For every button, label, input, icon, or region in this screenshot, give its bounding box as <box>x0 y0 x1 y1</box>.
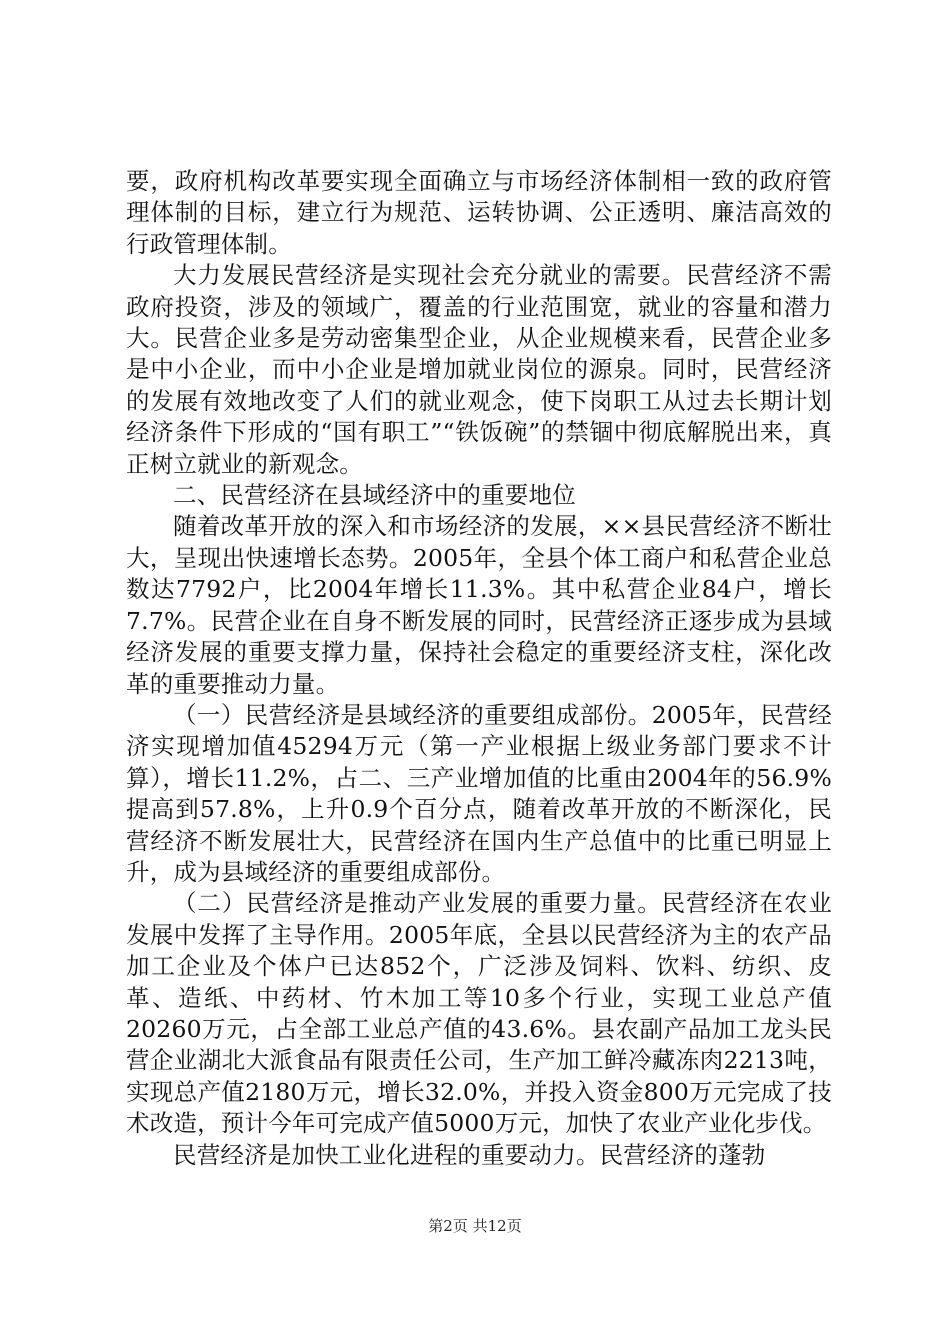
paragraph-employment: 大力发展民营经济是实现社会充分就业的需要。民营经济不需政府投资，涉及的领域广，覆盖的行业范围宽，就业的容量和潜力大。民营企业多是劳动密集型企业，从企业规模来看，民营企业多是中小企业，而中小企业是增加就业岗位的源泉。同时，民营经济的发展有效地改变了人们的就业观念，使下岗职工从过去长期计划经济条件下形成的“国有职工”“铁饭碗”的禁锢中彻底解脱出来，真正树立就业的新观念。 <box>126 261 832 478</box>
paragraph-industry: （二）民营经济是推动产业发展的重要力量。民营经济在农业发展中发挥了主导作用。2005年底，全县以民营经济为主的农产品加工企业及个体户已达852个，广泛涉及饲料、饮料、纺织、皮革、造纸、中药材、竹木加工等10多个行业，实现工业总产值20260万元，占全部工业总产值的43.6%。县农副产品加工龙头民营企业湖北大派食品有限责任公司，生产加工鲜冷藏冻肉2213吨，实现总产值2180万元，增长32.0%，并投入资金800万元完成了技术改造，预计今年可完成产值5000万元，加快了农业产业化步伐。 <box>126 889 832 1138</box>
paragraph-continuation: 要，政府机构改革要实现全面确立与市场经济体制相一致的政府管理体制的目标，建立行为规范、运转协调、公正透明、廉洁高效的行政管理体制。 <box>126 167 832 258</box>
page-number-footer: 第2页 共12页 <box>428 1217 522 1235</box>
paragraph-industrialization: 民营经济是加快工业化进程的重要动力。民营经济的蓬勃 <box>173 1140 766 1169</box>
paragraph-component: （一）民营经济是县域经济的重要组成部份。2005年，民营经济实现增加值45294万元（第一产业根据上级业务部门要求不计算），增长11.2%，占二、三产业增加值的比重由2004年的56.9%提高到57.8%，上升0.9个百分点，随着改革开放的不断深化，民营经济不断发展壮大，民营经济在国内生产总值中的比重已明显上升，成为县域经济的重要组成部份。 <box>126 700 832 886</box>
section-heading: 二、民营经济在县域经济中的重要地位 <box>173 481 576 510</box>
paragraph-growth: 随着改革开放的深入和市场经济的发展，××县民营经济不断壮大，呈现出快速增长态势。2005年，全县个体工商户和私营企业总数达7792户，比2004年增长11.3%。其中私营企业84户，增长7.7%。民营企业在自身不断发展的同时，民营经济正逐步成为县域经济发展的重要支撑力量，保持社会稳定的重要经济支柱，深化改革的重要推动力量。 <box>126 512 832 698</box>
document-body <box>126 166 832 1171</box>
